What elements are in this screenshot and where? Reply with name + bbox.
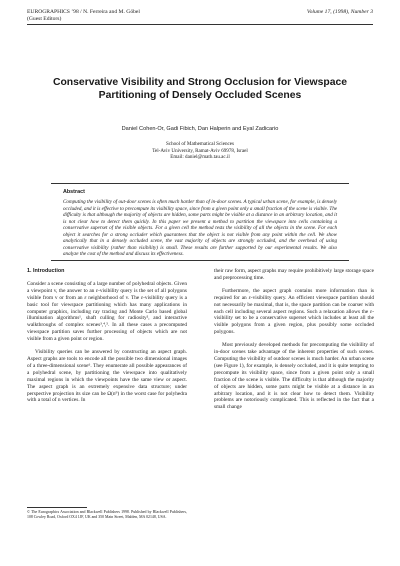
running-header-left <box>27 9 140 22</box>
right-column <box>214 268 374 417</box>
affiliation-email: Email: daniel@math.tau.ac.il <box>170 154 230 161</box>
editors-line: (Guest Editors) <box>27 15 62 22</box>
left-column <box>27 268 187 410</box>
affiliation <box>20 141 380 161</box>
paper-title <box>20 76 380 102</box>
abstract-top-rule <box>51 183 349 184</box>
paragraph: Visibility queries can be answered by constructing an aspect graph. Aspect graphs are tools to encode all the possible two dimensional images of a three-dimensional scene⁶. They enumerate all possible appearances of a polyhedral scene, by partitioning the viewspace into qualitatively maximal regions in which the viewpoints have the same view or aspect. The aspect graph is an extremely expensive data structure; under perspective projection its size can be Ω(n⁹) in the worst case for polyhedra with a total of n vertices. In <box>27 349 187 404</box>
abstract-bottom-rule <box>51 260 349 261</box>
running-header-right <box>307 9 373 16</box>
footnote-rule <box>27 507 87 508</box>
conference-line: EUROGRAPHICS ’98 / N. Ferreira and M. Göbel <box>27 9 140 15</box>
abstract-body: Computing the visibility of out-door scenes is often much harder than of in-door scenes. A typical urban scene, for example, is densely occluded, and it is effective to precompute its visibility space, since from a given point only a small fraction of the scene is visible. The difficulty is that although the majority of objects are hidden, some parts might be visible at a distance in an arbitrary location, and it is not clear how to detect them quickly. In this paper we present a method to partition the viewspace into cells containing a conservative superset of the visible objects. For a given cell the method tests the visibility of all the objects in the scene. For each object it searches for a strong occluder which guarantees that the object is not visible from any point within the cell. We show analytically that in a densely occluded scene, the vast majority of objects are strongly occluded, and the overhead of using conservative visibility (rather than visibility) is small. These results are further supported by our experimental results. We also analyze the cost of the method and discuss its effectiveness. <box>63 199 337 258</box>
paragraph: Most previously developed methods for precomputing the visibility of in-door scenes take advantage of the inherent properties of such scenes. Computing the visibility of outdoor scenes is much harder. An urban scene (see Figure 1), for example, is densely occluded, and it is quite tempting to precompute its visibility space, since from a given point only a small fraction of the scene is visible. The difficulty is that although the majority of objects are hidden, some parts might be visible at a distance in an arbitrary location, and it is not clear how to detect them. Visibility problems are notoriously complicated. This is reflected in the fact that a small change <box>214 342 374 411</box>
abstract-heading: Abstract <box>63 189 85 195</box>
copyright-footnote: © The Eurographics Association and Blackwell Publishers 1998. Published by Blackwell Publishers, 108 Cowley Road, Oxford OX4 1JF, UK and 350 Main Street, Malden, MA 02148, USA. <box>27 510 187 519</box>
affiliation-school: School of Mathematical Sciences <box>165 141 235 147</box>
volume-line: Volume 17, (1998), Number 3 <box>306 9 373 15</box>
author-list: Daniel Cohen-Or, Gadi Fibich, Dan Halperin and Eyal Zadicario <box>121 126 279 132</box>
title-line-1: Conservative Visibility and Strong Occlusion for Viewspace <box>52 77 348 88</box>
paragraph: Consider a scene consisting of a large number of polyhedral objects. Given a viewpoint v, the answer to an ε-visibility query is the set of all polygons visible from v or from an ε neighborhood of v. The ε-visibility query is a basic tool for viewspace partitioning which has many applications in computer graphics, including ray tracing and Monte Carlo based global illumination algorithms¹, shaft culling for radiosity², and interactive walkthroughs of complex scenes³,⁴,⁵. In all these cases a precomputed viewspace partition saves further processing of objects which are not visible from a given point or region. <box>27 280 187 343</box>
header-rule <box>27 24 373 25</box>
paragraph: Furthermore, the aspect graph contains more information than is required for an ε-visibility query. An efficient viewspace partition should not necessarily be maximal, that is, the space partition can be coarser with each cell including several aspect regions. Such a relaxation allows the ε-visibility set to be a conservative superset which includes at least all the visible polygons from a given region, plus possibly some occluded polygons. <box>214 287 374 336</box>
affiliation-address: Tel-Aviv University, Ramat-Aviv 69978, Israel <box>152 147 248 154</box>
title-line-2: Partitioning of Densely Occluded Scenes <box>98 90 302 101</box>
section-heading: 1. Introduction <box>27 268 65 274</box>
paragraph: their raw form, aspect graphs may require prohibitively large storage space and preprocessing time. <box>214 268 374 281</box>
